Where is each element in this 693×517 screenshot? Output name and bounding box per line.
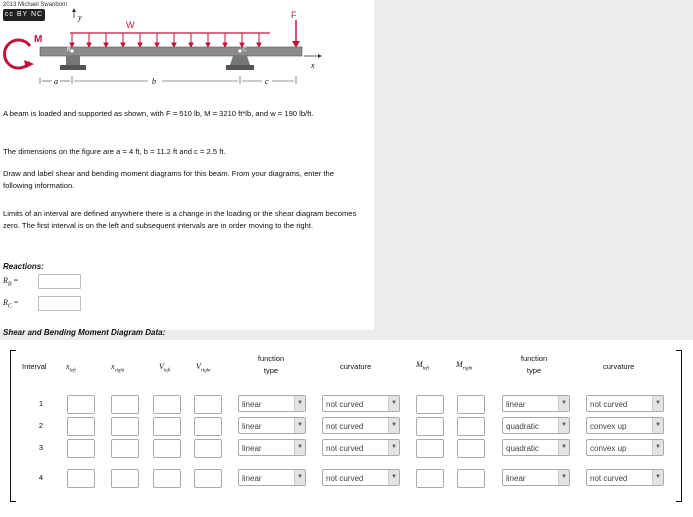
row-1-m-left-input[interactable] bbox=[416, 395, 444, 414]
chevron-down-icon: ▼ bbox=[294, 470, 305, 485]
chevron-down-icon: ▼ bbox=[652, 418, 663, 433]
row-3-x-left-input[interactable] bbox=[67, 439, 95, 458]
row-1-v-right-input[interactable] bbox=[194, 395, 222, 414]
rc-input[interactable] bbox=[38, 296, 81, 311]
row-3-moment-function-select[interactable]: quadratic ▼ bbox=[502, 439, 570, 456]
header-x-left: $x_{left}$ bbox=[66, 362, 76, 374]
row-1-number: 1 bbox=[38, 399, 44, 408]
row-3-x-right-input[interactable] bbox=[111, 439, 139, 458]
row-4-shear-function-select[interactable]: linear ▼ bbox=[238, 469, 306, 486]
beam-figure bbox=[0, 0, 374, 100]
problem-text-3: Draw and label shear and bending moment diagrams for this beam. From your diagrams, enter the following information. bbox=[3, 169, 334, 190]
header-x-right: $x_{right}$ bbox=[111, 362, 125, 374]
row-2-v-left-input[interactable] bbox=[153, 417, 181, 436]
header-curvature-2: curvature bbox=[603, 362, 635, 371]
chevron-down-icon: ▼ bbox=[652, 440, 663, 455]
row-3-shear-curvature-select[interactable]: not curved ▼ bbox=[322, 439, 400, 456]
svg-text:B: B bbox=[67, 47, 71, 53]
row-1-shear-curvature-select[interactable]: not curved ▼ bbox=[322, 395, 400, 412]
chevron-down-icon: ▼ bbox=[558, 396, 569, 411]
row-4-x-left-input[interactable] bbox=[67, 469, 95, 488]
row-4-number: 4 bbox=[38, 473, 44, 482]
rb-label: $R_B$ = bbox=[3, 276, 19, 288]
row-1-x-left-input[interactable] bbox=[67, 395, 95, 414]
row-4-shear-curvature-select[interactable]: not curved ▼ bbox=[322, 469, 400, 486]
row-1-m-right-input[interactable] bbox=[457, 395, 485, 414]
chevron-down-icon: ▼ bbox=[388, 396, 399, 411]
chevron-down-icon: ▼ bbox=[294, 396, 305, 411]
chevron-down-icon: ▼ bbox=[388, 418, 399, 433]
row-3-m-left-input[interactable] bbox=[416, 439, 444, 458]
row-2-moment-function-select[interactable]: quadratic ▼ bbox=[502, 417, 570, 434]
chevron-down-icon: ▼ bbox=[294, 418, 305, 433]
header-function-type-1: function type bbox=[257, 354, 285, 375]
svg-text:y: y bbox=[78, 13, 82, 22]
row-1-v-left-input[interactable] bbox=[153, 395, 181, 414]
row-4-m-left-input[interactable] bbox=[416, 469, 444, 488]
row-4-m-right-input[interactable] bbox=[457, 469, 485, 488]
chevron-down-icon: ▼ bbox=[388, 470, 399, 485]
problem-text-4: Limits of an interval are defined anywhere there is a change in the loading or the shear diagram becomes zero. The first interval is on the left and subsequent intervals are in order moving to the right. bbox=[3, 209, 357, 230]
header-m-left: $M_{left}$ bbox=[416, 360, 430, 372]
dim-c: c bbox=[265, 77, 269, 86]
row-2-v-right-input[interactable] bbox=[194, 417, 222, 436]
problem-text-2: The dimensions on the figure are a = 4 ft, b = 11.2 ft and c = 2.5 ft. bbox=[3, 147, 226, 156]
rb-input[interactable] bbox=[38, 274, 81, 289]
row-4-moment-curvature-select[interactable]: not curved ▼ bbox=[586, 469, 664, 486]
problem-text-1: A beam is loaded and supported as shown, with F = 510 lb, M = 3210 ft*lb, and w = 190 lb/ft. bbox=[3, 109, 314, 118]
chevron-down-icon: ▼ bbox=[558, 440, 569, 455]
row-1-x-right-input[interactable] bbox=[111, 395, 139, 414]
dim-b: b bbox=[152, 77, 156, 86]
reactions-heading: Reactions: bbox=[3, 262, 44, 271]
row-3-m-right-input[interactable] bbox=[457, 439, 485, 458]
row-4-v-right-input[interactable] bbox=[194, 469, 222, 488]
problem-panel bbox=[0, 0, 374, 330]
row-2-moment-curvature-select[interactable]: convex up ▼ bbox=[586, 417, 664, 434]
moment-label: M bbox=[34, 34, 43, 45]
header-v-right: $V_{right}$ bbox=[196, 362, 211, 374]
row-1-moment-function-select[interactable]: linear ▼ bbox=[502, 395, 570, 412]
header-v-left: $V_{left}$ bbox=[159, 362, 171, 374]
row-2-x-left-input[interactable] bbox=[67, 417, 95, 436]
row-2-m-left-input[interactable] bbox=[416, 417, 444, 436]
row-3-v-right-input[interactable] bbox=[194, 439, 222, 458]
cc-license-icon: cc BY NC SA bbox=[4, 11, 44, 30]
dim-a: a bbox=[54, 77, 58, 86]
row-2-shear-function-select[interactable]: linear ▼ bbox=[238, 417, 306, 434]
row-1-moment-curvature-select[interactable]: not curved ▼ bbox=[586, 395, 664, 412]
support-b bbox=[66, 56, 80, 65]
force-label: F bbox=[291, 10, 297, 20]
svg-text:x: x bbox=[311, 61, 315, 70]
distributed-load-label: W bbox=[126, 20, 135, 30]
row-3-number: 3 bbox=[38, 443, 44, 452]
header-curvature-1: curvature bbox=[340, 362, 372, 371]
row-4-moment-function-select[interactable]: linear ▼ bbox=[502, 469, 570, 486]
row-4-v-left-input[interactable] bbox=[153, 469, 181, 488]
chevron-down-icon: ▼ bbox=[652, 396, 663, 411]
support-c bbox=[230, 56, 250, 65]
chevron-down-icon: ▼ bbox=[652, 470, 663, 485]
row-2-number: 2 bbox=[38, 421, 44, 430]
rc-label: $R_C$ = bbox=[3, 298, 19, 310]
chevron-down-icon: ▼ bbox=[558, 470, 569, 485]
matrix-bracket-left bbox=[10, 350, 16, 502]
load-arrows bbox=[70, 33, 261, 47]
row-2-shear-curvature-select[interactable]: not curved ▼ bbox=[322, 417, 400, 434]
row-1-shear-function-select[interactable]: linear ▼ bbox=[238, 395, 306, 412]
row-3-moment-curvature-select[interactable]: convex up ▼ bbox=[586, 439, 664, 456]
chevron-down-icon: ▼ bbox=[294, 440, 305, 455]
row-2-x-right-input[interactable] bbox=[111, 417, 139, 436]
header-function-type-2: function type bbox=[520, 354, 548, 375]
beam bbox=[40, 47, 302, 56]
row-3-shear-function-select[interactable]: linear ▼ bbox=[238, 439, 306, 456]
data-table bbox=[0, 340, 693, 517]
chevron-down-icon: ▼ bbox=[558, 418, 569, 433]
row-3-v-left-input[interactable] bbox=[153, 439, 181, 458]
row-4-x-right-input[interactable] bbox=[111, 469, 139, 488]
copyright-text: 2013 Michael Swanbom bbox=[3, 2, 68, 8]
chevron-down-icon: ▼ bbox=[388, 440, 399, 455]
header-interval: Interval bbox=[22, 362, 47, 371]
matrix-bracket-right bbox=[676, 350, 682, 502]
table-heading: Shear and Bending Moment Diagram Data: bbox=[3, 328, 166, 337]
header-m-right: $M_{right}$ bbox=[456, 360, 473, 372]
svg-text:C: C bbox=[243, 47, 247, 53]
row-2-m-right-input[interactable] bbox=[457, 417, 485, 436]
